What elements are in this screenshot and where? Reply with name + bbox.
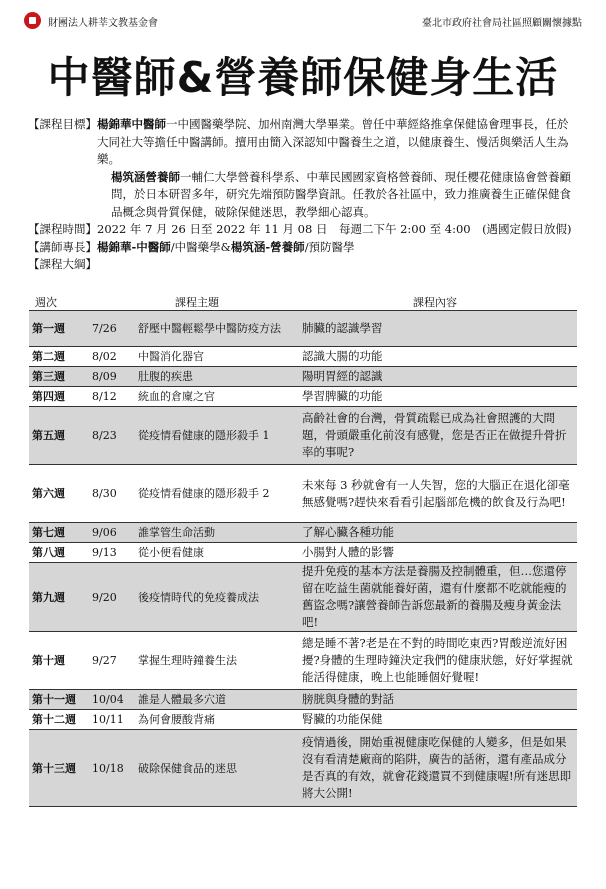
header-date bbox=[89, 294, 135, 311]
outline-label: 【課程大綱】 bbox=[28, 257, 97, 271]
expertise-row bbox=[28, 239, 578, 257]
content-cell: 未來每 3 秒就會有一人失智，您的大腦正在退化卻毫無感覺嗎?趕快來看看引起腦部危機的飲食及行為吧! bbox=[299, 465, 577, 523]
goal-label: 【課程目標】 bbox=[28, 117, 97, 131]
date-cell: 8/23 bbox=[89, 407, 135, 465]
week-cell: 第十二週 bbox=[29, 710, 89, 730]
time-label: 【課程時間】 bbox=[28, 222, 97, 236]
content-cell: 小腸對人體的影響 bbox=[299, 543, 577, 563]
content-cell: 高齡社會的台灣，骨質疏鬆已成為社會照護的大問題，骨頭嚴重化前沒有感覺，您是否正在做提升骨折率的事呢? bbox=[299, 407, 577, 465]
topic-cell: 中醫消化器官 bbox=[135, 347, 299, 367]
lecturer1-description-block bbox=[97, 116, 578, 169]
date-cell: 9/20 bbox=[89, 563, 135, 632]
week-cell: 第八週 bbox=[29, 543, 89, 563]
content-cell: 腎臟的功能保健 bbox=[299, 710, 577, 730]
time-row bbox=[28, 221, 578, 239]
lecturer1-name: 楊錦華中醫師 bbox=[97, 117, 166, 131]
date-cell: 8/12 bbox=[89, 387, 135, 407]
date-cell: 9/06 bbox=[89, 523, 135, 543]
week-cell: 第六週 bbox=[29, 465, 89, 523]
content-cell: 學習脾臟的功能 bbox=[299, 387, 577, 407]
expertise-name-1: 楊錦華-中醫師 bbox=[97, 239, 171, 254]
week-cell: 第二週 bbox=[29, 347, 89, 367]
outline-row bbox=[28, 256, 578, 274]
table-row bbox=[29, 367, 577, 387]
date-cell: 10/04 bbox=[89, 690, 135, 710]
expertise-text-1: /中醫藥學& bbox=[170, 239, 231, 254]
date-cell: 9/27 bbox=[89, 632, 135, 690]
expertise-name-2: 楊筑涵-營養師 bbox=[230, 239, 305, 254]
table-header-row bbox=[29, 294, 577, 311]
header-topic: 課程主題 bbox=[135, 294, 299, 311]
table-body bbox=[29, 311, 577, 807]
sponsor-name: 臺北市政府社會局社區照顧關懷據點 bbox=[422, 18, 582, 29]
lecturer2-row bbox=[28, 169, 578, 222]
table-row bbox=[29, 632, 577, 690]
week-cell: 第四週 bbox=[29, 387, 89, 407]
date-cell: 8/30 bbox=[89, 465, 135, 523]
table-row bbox=[29, 690, 577, 710]
table-row bbox=[29, 387, 577, 407]
topic-cell: 後疫情時代的免疫養成法 bbox=[135, 563, 299, 632]
date-cell: 7/26 bbox=[89, 311, 135, 347]
week-cell: 第三週 bbox=[29, 367, 89, 387]
header-content: 課程內容 bbox=[299, 294, 577, 311]
expertise-text-2: /預防醫學 bbox=[304, 239, 355, 254]
content-cell: 疫情過後，開始重視健康吃保健的人變多，但是如果沒有看清楚廠商的陷阱，廣告的話術，還有產品成分是否真的有效，就會花錢還買不到健康喔!所有迷思即將大公開! bbox=[299, 730, 577, 807]
topic-cell: 舒壓中醫輕鬆學中醫防疫方法 bbox=[135, 311, 299, 347]
expertise-text bbox=[97, 239, 578, 257]
table-row bbox=[29, 465, 577, 523]
foundation-logo-icon bbox=[24, 12, 41, 29]
lecturer2-name: 楊筑涵營養師 bbox=[111, 169, 180, 184]
header-week: 週次 bbox=[29, 294, 89, 311]
content-cell: 總是睡不著?老是在不對的時間吃東西?胃酸逆流好困擾?身體的生理時鐘決定我們的健康狀態，好好掌握就能活得健康，晚上也能睡個好覺喔! bbox=[299, 632, 577, 690]
goal-row bbox=[28, 116, 578, 169]
table-row bbox=[29, 543, 577, 563]
topic-cell: 從疫情看健康的隱形殺手 1 bbox=[135, 407, 299, 465]
date-cell: 10/18 bbox=[89, 730, 135, 807]
table-row bbox=[29, 347, 577, 367]
topic-cell: 從小便看健康 bbox=[135, 543, 299, 563]
topic-cell: 誰掌管生命活動 bbox=[135, 523, 299, 543]
topic-cell: 統血的倉廩之官 bbox=[135, 387, 299, 407]
content-cell: 陽明胃經的認識 bbox=[299, 367, 577, 387]
week-cell: 第十三週 bbox=[29, 730, 89, 807]
page-header bbox=[24, 10, 582, 36]
table-row bbox=[29, 311, 577, 347]
date-cell: 10/11 bbox=[89, 710, 135, 730]
lecturer1-description: 一中國醫藥學院、加州南灣大學畢業。曾任中華經絡推拿保健協會理事長，任於大同社大等擔任中醫講師。擅用由簡入深認知中醫養生之道，以健康養生、慢活與樂活人生為樂。 bbox=[97, 117, 569, 166]
week-cell: 第十一週 bbox=[29, 690, 89, 710]
content-cell: 認識大腸的功能 bbox=[299, 347, 577, 367]
content-cell: 膀胱與身體的對話 bbox=[299, 690, 577, 710]
expertise-label: 【講師專長】 bbox=[28, 239, 97, 254]
topic-cell: 從疫情看健康的隱形殺手 2 bbox=[135, 465, 299, 523]
course-info bbox=[28, 116, 578, 274]
week-cell: 第一週 bbox=[29, 311, 89, 347]
date-cell: 8/02 bbox=[89, 347, 135, 367]
table-row bbox=[29, 730, 577, 807]
week-cell: 第五週 bbox=[29, 407, 89, 465]
content-cell: 了解心臟各種功能 bbox=[299, 523, 577, 543]
syllabus-table bbox=[29, 294, 577, 807]
week-cell: 第七週 bbox=[29, 523, 89, 543]
time-text: 2022 年 7 月 26 日至 2022 年 11 月 08 日 每週二下午 2:00 至 4:00 (遇國定假日放假) bbox=[97, 222, 572, 236]
organization-name: 財團法人耕莘文教基金會 bbox=[48, 18, 158, 29]
table-row bbox=[29, 563, 577, 632]
table-row bbox=[29, 710, 577, 730]
date-cell: 8/09 bbox=[89, 367, 135, 387]
date-cell: 9/13 bbox=[89, 543, 135, 563]
topic-cell: 誰是人體最多穴道 bbox=[135, 690, 299, 710]
lecturer2-description: 一輔仁大學營養科學系、中華民國國家資格營養師、現任櫻花健康協會營養顧問，於日本研習多年，研究先端預防醫學資訊。任教於各社區中，致力推廣養生正確保健食品概念與骨質保健，破除保健迷思，教學細心認真。 bbox=[111, 169, 571, 219]
topic-cell: 破除保健食品的迷思 bbox=[135, 730, 299, 807]
topic-cell: 肚腹的疾患 bbox=[135, 367, 299, 387]
week-cell: 第十週 bbox=[29, 632, 89, 690]
topic-cell: 掌握生理時鐘養生法 bbox=[135, 632, 299, 690]
table-row bbox=[29, 407, 577, 465]
week-cell: 第九週 bbox=[29, 563, 89, 632]
page-title: 中醫師&營養師保健身生活 bbox=[47, 53, 559, 102]
content-cell: 肺臟的認識學習 bbox=[299, 311, 577, 347]
topic-cell: 為何會腰酸背痛 bbox=[135, 710, 299, 730]
content-cell: 提升免疫的基本方法是養腸及控制體重，但…您還停留在吃益生菌就能養好菌，還有什麼都不吃就能瘦的舊盜念嗎?讓營養師告訴您最新的養腸及瘦身黃金法吧! bbox=[299, 563, 577, 632]
table-row bbox=[29, 523, 577, 543]
